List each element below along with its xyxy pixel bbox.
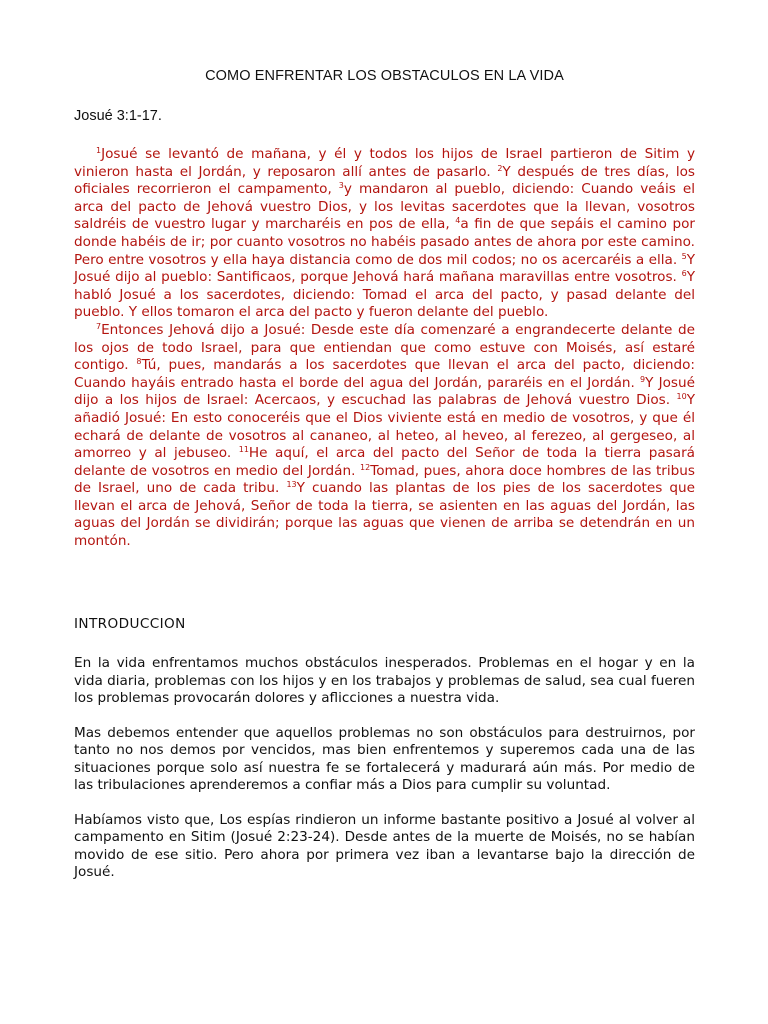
verse-text: Y cuando las plantas de los pies de los sacerdotes que llevan el arca de Jehová, Señor de toda la tierra, se asienten en las aguas del Jordán, las aguas del Jordán se dividirán; porque las aguas que vienen de arriba se detendrán en un montón. [74,480,695,550]
body-paragraph: Habíamos visto que, Los espías rindieron un informe bastante positivo a Josué al volver al campamento en Sitim (Josué 2:23-24). Desde antes de la muerte de Moisés, no se habían movido de ese sitio. Pero ahora por primera vez iban a levantarse bajo la dirección de Josué. [74,811,695,880]
verse-text: Y Josué dijo al pueblo: Santificaos, porque Jehová hará mañana maravillas entre vosotros. [74,251,695,286]
scripture-reference: Josué 3:1-17. [74,108,162,124]
verse-number: 13 [286,480,297,490]
verse-text: a fin de que sepáis el camino por donde habéis de ir; por cuanto vosotros no habéis pasado antes de ahora por este camino. Pero entre vosotros y ella haya distancia como de dos mil codos; no os acercaréis a ella. [74,216,695,268]
verse-number: 3 [338,181,344,191]
verse-number: 2 [497,163,503,173]
verse-text: Tú, pues, mandarás a los sacerdotes que llevan el arca del pacto, diciendo: Cuando hayáis entrado hasta el borde del agua del Jordán, pararéis en el Jordán. [74,357,695,391]
verse-text: Tomad, pues, ahora doce hombres de las tribus de Israel, uno de cada tribu. [74,462,695,497]
verse-number: 9 [640,374,646,384]
verse-text: Entonces Jehová dijo a Josué: Desde este día comenzaré a engrandecerte delante de los ojos de todo Israel, para que entiendan que como estuve con Moisés, así estaré contigo. [74,321,695,374]
verse-number: 4 [455,216,461,226]
page-title: COMO ENFRENTAR LOS OBSTACULOS EN LA VIDA [205,68,564,84]
scripture-paragraph-1 [74,146,695,322]
verse-text: Y habló Josué a los sacerdotes, diciendo: Tomad el arca del pacto, y pasad delante del pueblo. Y ellos tomaron el arca del pacto y fueron delante del pueblo. [74,269,695,321]
verse-number: 7 [96,321,102,331]
verse-text: Josué se levantó de mañana, y él y todos los hijos de Israel partieron de Sitim y vinieron hasta el Jordán, y reposaron allí antes de pasarlo. [74,146,695,180]
verse-number: 10 [676,392,687,402]
scripture-paragraph-2 [74,322,695,551]
verse-text: He aquí, el arca del pacto del Señor de toda la tierra pasará delante de vosotros en medio del Jordán. [74,445,696,479]
verse-text: Y Josué dijo a los hijos de Israel: Acercaos, y escuchad las palabras de Jehová vuestro Dios. [74,374,695,409]
verse-number: 6 [681,269,687,279]
verse-number: 8 [136,357,142,367]
verse-text: Y después de tres días, los oficiales recorrieron el campamento, [74,163,696,198]
body-paragraph: Mas debemos entender que aquellos problemas no son obstáculos para destruirnos, por tanto no nos demos por vencidos, mas bien enfrentemos y superemos cada una de las situaciones porque solo así nuestra fe se fortalecerá y madurará aún más. Por medio de las tribulaciones aprenderemos a confiar más a Dios para cumplir su voluntad. [74,724,695,793]
verse-number: 5 [681,251,687,261]
verse-number: 1 [96,146,102,155]
verse-text: Y añadió Josué: En esto conoceréis que el Dios viviente está en medio de vosotros, y que él echará de delante de vosotros al cananeo, al heteo, al heveo, al ferezeo, al gergeseo, al amorreo y al jebuseo. [74,392,695,462]
verse-text: y mandaron al pueblo, diciendo: Cuando veáis el arca del pacto de Jehová vuestro Dios, y los levitas sacerdotes que la llevan, vosotros saldréis de vuestro lugar y marcharéis en pos de ella, [74,181,695,233]
verse-number: 12 [360,462,371,472]
section-heading: INTRODUCCION [74,616,186,632]
scripture-passage [74,146,695,551]
verse-number: 11 [238,445,249,455]
introduction-body [74,655,695,899]
body-paragraph: En la vida enfrentamos muchos obstáculos inesperados. Problemas en el hogar y en la vida diaria, problemas con los hijos y en los trabajos y problemas de salud, sea cual fueren los problemas provocarán dolores y aflicciones a nuestra vida. [74,655,695,706]
